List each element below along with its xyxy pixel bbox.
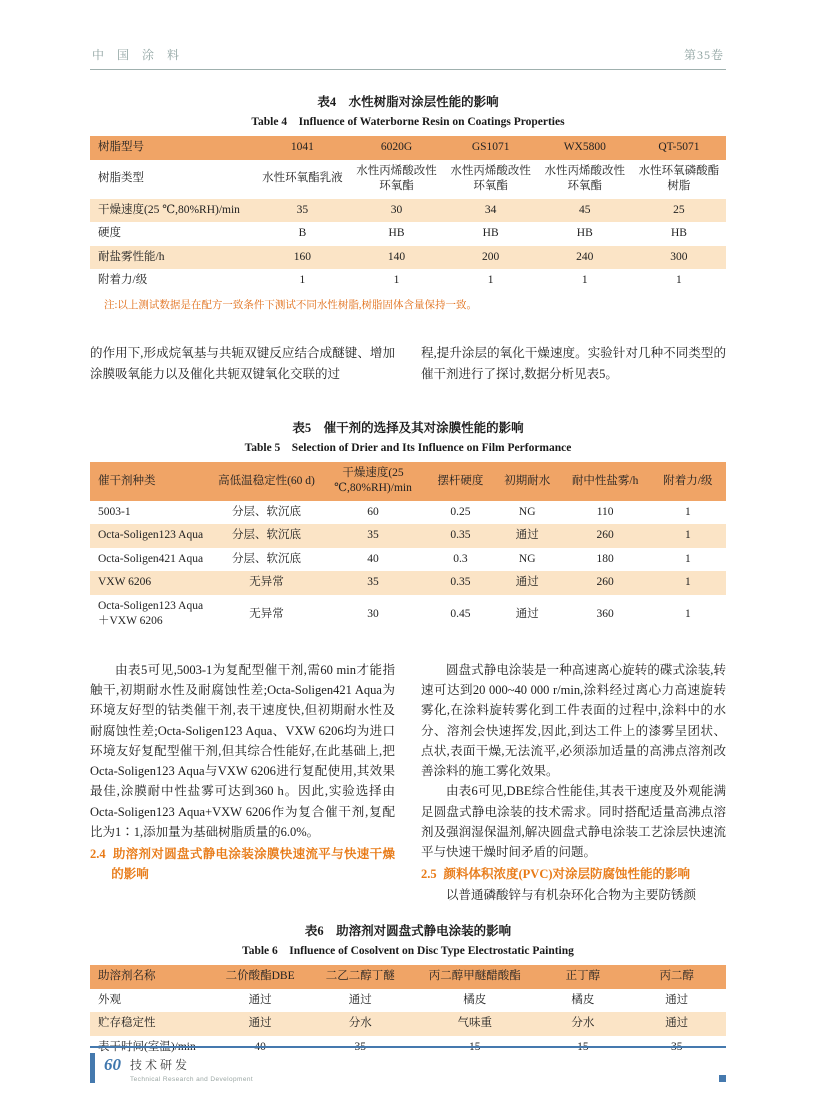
table-cell: 分层、软沉底: [231, 505, 301, 518]
table-cell: 0.35: [450, 576, 471, 589]
table-row: [90, 501, 726, 525]
table-cell: 通过: [248, 993, 272, 1006]
section-title: 颜料体积浓度(PVC)对涂层防腐蚀性能的影响: [443, 867, 691, 882]
table-cell: 贮存稳定性: [98, 1017, 156, 1030]
table6-caption: [90, 921, 726, 958]
table-cell: 1: [684, 576, 691, 589]
table-cell: 25: [673, 203, 685, 216]
journal-name: 中 国 涂 料: [92, 48, 185, 62]
table4-title-cn: 表4 水性树脂对涂层性能的影响: [317, 95, 499, 109]
table-cell: 树脂类型: [98, 172, 144, 185]
table-cell: 橘皮: [571, 993, 595, 1006]
column-header: GS1071: [471, 141, 510, 153]
table-cell: 300: [670, 250, 688, 263]
table-cell: HB: [388, 227, 405, 240]
table-cell: 0.25: [450, 505, 471, 518]
table-cell: 0.35: [450, 529, 471, 542]
body-paragraph: 以普通磷酸锌与有机杂环化合物为主要防锈颜: [446, 887, 697, 902]
section-heading-2-5: [421, 864, 726, 884]
footer-accent-bar: [90, 1053, 95, 1083]
table-cell: 水性丙烯酸改性环氧酯: [450, 164, 531, 193]
table-row: [90, 524, 726, 548]
table-header-row: [90, 965, 726, 989]
table-cell: 无异常: [249, 607, 284, 620]
table-cell: 水性丙烯酸改性环氧酯: [356, 164, 437, 193]
table5-caption: [90, 418, 726, 455]
body-column-right: [421, 343, 726, 384]
column-header: WX5800: [563, 141, 606, 153]
table-cell: 40: [367, 552, 379, 565]
column-header: 干燥速度(25 ℃,80%RH)/min: [334, 466, 412, 495]
table-cell: Octa-Soligen123 Aqua ＋VXW 6206: [98, 599, 204, 628]
table-cell: 通过: [515, 607, 539, 620]
column-header: 耐中性盐雾/h: [571, 474, 639, 487]
table-cell: 1: [684, 552, 691, 565]
table-cell: 橘皮: [463, 993, 487, 1006]
table4-title-en: Table 4 Influence of Waterborne Resin on Coatings Properties: [251, 116, 565, 128]
table-cell: 260: [596, 576, 614, 589]
table-cell: 分层、软沉底: [231, 529, 301, 542]
table-row: [90, 160, 726, 199]
table6-title-en: Table 6 Influence of Cosolvent on Disc Type Electrostatic Painting: [242, 944, 574, 957]
table5-title-en: Table 5 Selection of Drier and Its Influence on Film Performance: [244, 441, 572, 454]
footer-corner-mark: [719, 1075, 726, 1082]
table-cell: 160: [293, 250, 312, 263]
table-cell: 45: [579, 203, 591, 216]
column-header: 助溶剂名称: [98, 969, 156, 982]
table-cell: 30: [367, 607, 379, 620]
table-cell: 通过: [665, 993, 689, 1006]
column-header: 树脂型号: [98, 141, 144, 153]
table-cell: 通过: [248, 1017, 272, 1030]
table-cell: 气味重: [457, 1017, 492, 1030]
table4-caption: [90, 92, 726, 129]
column-header: 高低温稳定性(60 d): [218, 474, 315, 487]
table-header-row: [90, 136, 726, 160]
column-header: 1041: [290, 141, 314, 153]
table-cell: 水性丙烯酸改性环氧酯: [544, 164, 626, 193]
table-cell: 通过: [515, 529, 539, 542]
table-cell: 110: [596, 505, 614, 518]
table-row: [90, 1012, 726, 1036]
table-cell: 15: [577, 1040, 589, 1053]
page-content: [90, 0, 726, 1059]
table-cell: 1: [684, 505, 691, 518]
table-cell: 1: [684, 529, 691, 542]
column-header: 正丁醇: [565, 969, 601, 982]
table-cell: 360: [596, 607, 614, 620]
section-number: 2.4: [90, 847, 106, 862]
table-cell: 耐盐雾性能/h: [98, 250, 165, 263]
table-cell: 1: [487, 274, 494, 287]
column-header: 丙二醇甲醚醋酸酯: [428, 969, 521, 982]
table-cell: HB: [670, 227, 687, 240]
body-column-right: [421, 660, 726, 905]
table-cell: 干燥速度(25 ℃,80%RH)/min: [98, 203, 240, 216]
table-cell: 分水: [571, 1017, 595, 1030]
column-header: 初期耐水: [504, 474, 551, 487]
volume-label: 第35卷: [683, 48, 724, 62]
table-cell: 0.45: [450, 607, 471, 620]
body-column-left: [90, 660, 395, 905]
table-row: [90, 571, 726, 595]
table-row: [90, 222, 726, 246]
table-cell: 180: [596, 552, 614, 565]
footer-row: [90, 1053, 726, 1083]
page-number: 60: [104, 1055, 121, 1074]
column-header: 二乙二醇丁醚: [325, 969, 395, 982]
table-cell: 15: [469, 1040, 481, 1053]
column-header: 催干剂种类: [98, 474, 156, 487]
body-paragraph: 圆盘式静电涂装是一种高速离心旋转的碟式涂装,转速可达到20 000~40 000 r/min,涂料经过离心力高速旋转雾化,在涂料旋转雾化到工件表面的过程中,涂料中的水分、溶剂会快速挥发,因此,到达工件上的漆雾呈团状、点状,表面干燥,无法流平,必须添加适量的高沸点溶剂改善涂料的施工雾化效果。: [421, 662, 726, 779]
section-title: 助溶剂对圆盘式静电涂装涂膜快速流平与快速干燥的影响: [111, 847, 395, 882]
table-cell: 无异常: [249, 576, 284, 589]
table-cell: 水性环氧酯乳液: [262, 172, 343, 185]
table6-title-cn: 表6 助溶剂对圆盘式静电涂装的影响: [304, 923, 512, 938]
footer-department-cn: 技术研发: [130, 1058, 191, 1072]
footer-rule: [90, 1046, 726, 1048]
column-header: 二价酸酯DBE: [225, 969, 295, 982]
table-cell: 260: [596, 529, 614, 542]
table-row: [90, 199, 726, 223]
body-paragraph: 由表6可见,DBE综合性能佳,其表干速度及外观能满足圆盘式静电涂装的技术需求。同时搭配适量高沸点溶剂及强润湿保温剂,解决圆盘式静电涂装工艺涂层快速流平与快速干燥时间矛盾的问题。: [421, 784, 726, 860]
table-cell: 60: [367, 505, 379, 518]
table-cell: 1: [676, 274, 682, 287]
table-cell: 34: [484, 203, 497, 216]
table-cell: HB: [576, 227, 593, 240]
table-row: [90, 989, 726, 1013]
column-header: 摆杆硬度: [437, 474, 484, 487]
table-cell: 35: [296, 203, 309, 216]
table-cell: 分水: [348, 1017, 372, 1030]
section-number: 2.5: [421, 867, 437, 882]
table-cell: 通过: [515, 576, 539, 589]
table-cell: 水性环氧磷酸酯树脂: [638, 164, 720, 193]
table-header-row: [90, 462, 726, 501]
page-header: [90, 0, 726, 70]
table5-drier-selection: [90, 462, 726, 634]
table-row: [90, 269, 726, 293]
table4-note: 注:以上测试数据是在配方一致条件下测试不同水性树脂,树脂固体含量保持一致。: [104, 299, 478, 311]
section-heading-2-4: [90, 844, 395, 885]
table5-title-cn: 表5 催干剂的选择及其对涂膜性能的影响: [292, 420, 524, 435]
table-cell: Octa-Soligen421 Aqua: [98, 552, 204, 565]
footer-department-en: Technical Research and Development: [130, 1076, 254, 1083]
table-cell: B: [298, 227, 307, 240]
table-cell: 1: [299, 274, 306, 287]
table-cell: 硬度: [98, 227, 121, 240]
column-header: 丙二醇: [659, 969, 694, 982]
table-cell: Octa-Soligen123 Aqua: [98, 529, 204, 542]
body-block-2: [90, 660, 726, 905]
table-cell: 30: [390, 203, 403, 216]
table-cell: 通过: [665, 1017, 689, 1030]
table-row: [90, 246, 726, 270]
table-cell: NG: [518, 552, 536, 565]
body-paragraph: 的作用下,形成烷氧基与共轭双键反应结合成醚键、增加涂膜吸氧能力以及催化共轭双键氧化交联的过: [90, 346, 395, 381]
table-cell: 35: [367, 576, 379, 589]
table-cell: 40: [254, 1040, 266, 1053]
footer-department: [130, 1053, 253, 1083]
table-cell: 分层、软沉底: [231, 552, 301, 565]
table-row: [90, 548, 726, 572]
table-cell: 外观: [98, 993, 121, 1006]
table-cell: NG: [518, 505, 536, 518]
table-cell: 35: [367, 529, 379, 542]
column-header: QT-5071: [658, 141, 700, 153]
table-cell: 35: [354, 1040, 367, 1053]
table-cell: 200: [482, 250, 500, 263]
body-block-1: [90, 343, 726, 384]
table-cell: 5003-1: [98, 505, 131, 518]
table-cell: 35: [670, 1040, 683, 1053]
body-paragraph: 程,提升涂层的氧化干燥速度。实验针对几种不同类型的催干剂进行了探讨,数据分析见表5。: [421, 346, 726, 381]
body-paragraph: 由表5可见,5003-1为复配型催干剂,需60 min才能指触干,初期耐水性及耐腐蚀性差;Octa-Soligen421 Aqua为环境友好型的钴类催干剂,表干速度快,但初期耐水性及耐腐蚀性差;Octa-Soligen123 Aqua、VXW 6206均为进口环境友好复配型催干剂,但其综合性能好,在此基础上,把Octa-Soligen123 Aqua与VXW 6206进行复配使用,其效果最佳,涂膜耐中性盐雾可达到360 h。因此,实验选择由Octa-Soligen123 Aqua+VXW 6206作为复合催干剂,复配比为1∶1,添加量为基础树脂质量的6.0%。: [90, 662, 395, 839]
body-column-left: [90, 343, 395, 384]
table-cell: 1: [393, 274, 400, 287]
table6-cosolvent-influence: [90, 965, 726, 1059]
table4-waterborne-resin: [90, 136, 726, 293]
table-cell: 1: [581, 274, 588, 287]
table-cell: HB: [482, 227, 499, 240]
page-footer: [90, 1046, 726, 1083]
table-cell: 1: [684, 607, 691, 620]
column-header: 附着力/级: [663, 474, 713, 487]
table-cell: 附着力/级: [98, 274, 148, 287]
table-cell: VXW 6206: [98, 576, 152, 589]
table-cell: 表干时间(室温)/min: [98, 1040, 196, 1053]
table-row: [90, 595, 726, 634]
table-cell: 240: [576, 250, 594, 263]
table-cell: 通过: [348, 993, 372, 1006]
table-cell: 0.3: [453, 552, 468, 565]
table-cell: 140: [387, 250, 406, 263]
column-header: 6020G: [380, 141, 413, 153]
